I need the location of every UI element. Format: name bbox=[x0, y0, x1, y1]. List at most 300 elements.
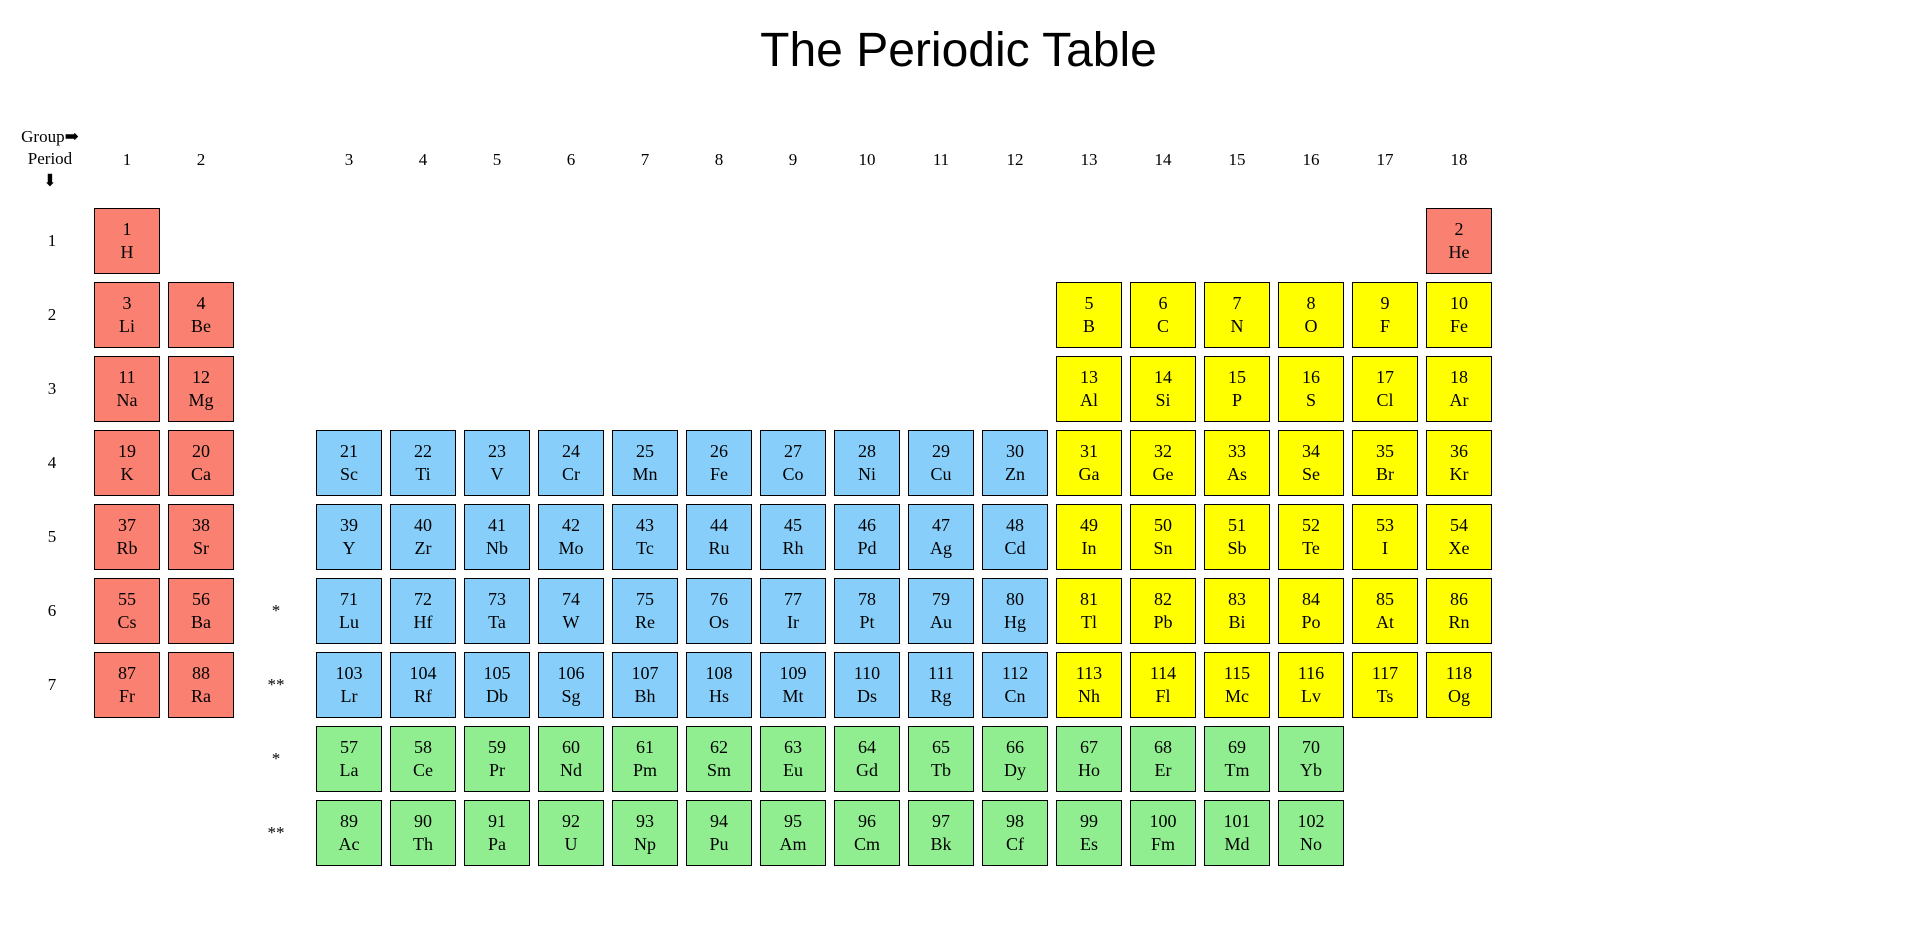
group-header-5: 5 bbox=[492, 150, 502, 169]
element-cell-k-19[interactable] bbox=[94, 430, 160, 496]
atomic-number: 61 bbox=[636, 737, 654, 757]
element-cell-mc-115[interactable] bbox=[1204, 652, 1270, 718]
atomic-number: 57 bbox=[340, 737, 358, 757]
atomic-number: 82 bbox=[1154, 589, 1172, 609]
atomic-number: 49 bbox=[1080, 515, 1098, 535]
element-cell-na-11[interactable] bbox=[94, 356, 160, 422]
element-cell-n-7[interactable] bbox=[1204, 282, 1270, 348]
group-header-2: 2 bbox=[196, 150, 206, 169]
element-symbol: W bbox=[562, 612, 580, 632]
atomic-number: 46 bbox=[858, 515, 876, 535]
atomic-number: 48 bbox=[1006, 515, 1024, 535]
element-symbol: Pb bbox=[1153, 612, 1173, 632]
element-cell-pa-91[interactable] bbox=[464, 800, 530, 866]
element-cell-cs-55[interactable] bbox=[94, 578, 160, 644]
atomic-number: 74 bbox=[562, 589, 580, 609]
period-label-7: 7 bbox=[47, 675, 57, 694]
element-cell-cr-24[interactable] bbox=[538, 430, 604, 496]
element-symbol: Er bbox=[1154, 760, 1172, 780]
element-cell-pt-78[interactable] bbox=[834, 578, 900, 644]
element-symbol: Lr bbox=[340, 686, 358, 706]
element-symbol: La bbox=[339, 760, 359, 780]
atomic-number: 92 bbox=[562, 811, 580, 831]
element-cell-pm-61[interactable] bbox=[612, 726, 678, 792]
group-header-10: 10 bbox=[858, 150, 876, 169]
element-cell-fl-114[interactable] bbox=[1130, 652, 1196, 718]
atomic-number: 22 bbox=[414, 441, 432, 461]
series-marker: * bbox=[271, 749, 281, 768]
element-symbol: Be bbox=[191, 316, 211, 336]
element-symbol: H bbox=[120, 242, 134, 262]
element-cell-re-75[interactable] bbox=[612, 578, 678, 644]
atomic-number: 89 bbox=[340, 811, 358, 831]
group-header-17: 17 bbox=[1376, 150, 1394, 169]
atomic-number: 116 bbox=[1297, 663, 1325, 683]
element-cell-sn-50[interactable] bbox=[1130, 504, 1196, 570]
element-cell-ho-67[interactable] bbox=[1056, 726, 1122, 792]
atomic-number: 2 bbox=[1454, 219, 1464, 239]
atomic-number: 8 bbox=[1306, 293, 1316, 313]
element-symbol: Ge bbox=[1152, 464, 1174, 484]
element-symbol: Mc bbox=[1225, 686, 1249, 706]
element-symbol: P bbox=[1231, 390, 1242, 410]
element-cell-ti-22[interactable] bbox=[390, 430, 456, 496]
atomic-number: 3 bbox=[122, 293, 132, 313]
group-axis-label: Group➡ bbox=[21, 127, 79, 146]
atomic-number: 55 bbox=[118, 589, 136, 609]
element-cell-hg-80[interactable] bbox=[982, 578, 1048, 644]
element-cell-mg-12[interactable] bbox=[168, 356, 234, 422]
element-cell-in-49[interactable] bbox=[1056, 504, 1122, 570]
element-symbol: Tb bbox=[931, 760, 951, 780]
element-cell-sg-106[interactable] bbox=[538, 652, 604, 718]
element-cell-y-39[interactable] bbox=[316, 504, 382, 570]
element-symbol: Rg bbox=[930, 686, 952, 706]
atomic-number: 78 bbox=[858, 589, 876, 609]
atomic-number: 38 bbox=[192, 515, 210, 535]
element-symbol: Mt bbox=[782, 686, 804, 706]
element-cell-c-6[interactable] bbox=[1130, 282, 1196, 348]
element-symbol: Mo bbox=[558, 538, 584, 558]
atomic-number: 95 bbox=[784, 811, 802, 831]
element-cell-si-14[interactable] bbox=[1130, 356, 1196, 422]
element-cell-au-79[interactable] bbox=[908, 578, 974, 644]
element-cell-fe-10[interactable] bbox=[1426, 282, 1492, 348]
element-symbol: Eu bbox=[783, 760, 803, 780]
element-symbol: Lu bbox=[339, 612, 359, 632]
element-cell-pb-82[interactable] bbox=[1130, 578, 1196, 644]
element-cell-gd-64[interactable] bbox=[834, 726, 900, 792]
element-symbol: Xe bbox=[1448, 538, 1470, 558]
element-symbol: Gd bbox=[856, 760, 878, 780]
element-cell-xe-54[interactable] bbox=[1426, 504, 1492, 570]
atomic-number: 71 bbox=[340, 589, 358, 609]
atomic-number: 50 bbox=[1154, 515, 1172, 535]
atomic-number: 52 bbox=[1302, 515, 1320, 535]
element-cell-pd-46[interactable] bbox=[834, 504, 900, 570]
group-header-14: 14 bbox=[1154, 150, 1172, 169]
element-cell-er-68[interactable] bbox=[1130, 726, 1196, 792]
element-cell-ga-31[interactable] bbox=[1056, 430, 1122, 496]
atomic-number: 10 bbox=[1450, 293, 1468, 313]
group-header-7: 7 bbox=[640, 150, 650, 169]
element-symbol: Ba bbox=[191, 612, 211, 632]
element-cell-eu-63[interactable] bbox=[760, 726, 826, 792]
element-cell-at-85[interactable] bbox=[1352, 578, 1418, 644]
element-cell-ge-32[interactable] bbox=[1130, 430, 1196, 496]
element-symbol: Cl bbox=[1376, 390, 1394, 410]
element-cell-rg-111[interactable] bbox=[908, 652, 974, 718]
element-cell-sm-62[interactable] bbox=[686, 726, 752, 792]
atomic-number: 56 bbox=[192, 589, 210, 609]
element-cell-es-99[interactable] bbox=[1056, 800, 1122, 866]
element-symbol: Zr bbox=[414, 538, 432, 558]
element-symbol: Sg bbox=[561, 686, 581, 706]
element-cell-kr-36[interactable] bbox=[1426, 430, 1492, 496]
element-cell-ir-77[interactable] bbox=[760, 578, 826, 644]
element-symbol: Sn bbox=[1153, 538, 1173, 558]
atomic-number: 91 bbox=[488, 811, 506, 831]
atomic-number: 13 bbox=[1080, 367, 1098, 387]
atomic-number: 73 bbox=[488, 589, 506, 609]
element-cell-li-3[interactable] bbox=[94, 282, 160, 348]
element-cell-ni-28[interactable] bbox=[834, 430, 900, 496]
element-symbol: Bk bbox=[930, 834, 952, 854]
group-header-13: 13 bbox=[1080, 150, 1098, 169]
element-symbol: Nh bbox=[1078, 686, 1100, 706]
atomic-number: 118 bbox=[1445, 663, 1473, 683]
element-cell-sc-21[interactable] bbox=[316, 430, 382, 496]
element-symbol: Re bbox=[635, 612, 655, 632]
element-symbol: Ru bbox=[708, 538, 730, 558]
element-cell-no-102[interactable] bbox=[1278, 800, 1344, 866]
element-cell-i-53[interactable] bbox=[1352, 504, 1418, 570]
element-cell-ba-56[interactable] bbox=[168, 578, 234, 644]
element-cell-bh-107[interactable] bbox=[612, 652, 678, 718]
element-symbol: Na bbox=[116, 390, 138, 410]
element-cell-yb-70[interactable] bbox=[1278, 726, 1344, 792]
period-label-1: 1 bbox=[47, 231, 57, 250]
element-symbol: Ts bbox=[1376, 686, 1394, 706]
atomic-number: 98 bbox=[1006, 811, 1024, 831]
atomic-number: 64 bbox=[858, 737, 876, 757]
atomic-number: 58 bbox=[414, 737, 432, 757]
element-cell-cm-96[interactable] bbox=[834, 800, 900, 866]
down-arrow-icon: ⬇ bbox=[42, 171, 58, 190]
atomic-number: 33 bbox=[1228, 441, 1246, 461]
atomic-number: 11 bbox=[118, 367, 136, 387]
element-cell-tc-43[interactable] bbox=[612, 504, 678, 570]
element-cell-bi-83[interactable] bbox=[1204, 578, 1270, 644]
element-cell-ru-44[interactable] bbox=[686, 504, 752, 570]
element-cell-rh-45[interactable] bbox=[760, 504, 826, 570]
element-symbol: Sm bbox=[706, 760, 731, 780]
axis-corner-label bbox=[10, 126, 90, 192]
element-cell-s-16[interactable] bbox=[1278, 356, 1344, 422]
atomic-number: 29 bbox=[932, 441, 950, 461]
element-cell-nb-41[interactable] bbox=[464, 504, 530, 570]
element-cell-md-101[interactable] bbox=[1204, 800, 1270, 866]
atomic-number: 31 bbox=[1080, 441, 1098, 461]
atomic-number: 35 bbox=[1376, 441, 1394, 461]
element-symbol: F bbox=[1379, 316, 1390, 336]
element-cell-ra-88[interactable] bbox=[168, 652, 234, 718]
atomic-number: 63 bbox=[784, 737, 802, 757]
element-symbol: No bbox=[1300, 834, 1322, 854]
atomic-number: 81 bbox=[1080, 589, 1098, 609]
atomic-number: 105 bbox=[483, 663, 511, 683]
atomic-number: 23 bbox=[488, 441, 506, 461]
atomic-number: 40 bbox=[414, 515, 432, 535]
atomic-number: 27 bbox=[784, 441, 802, 461]
atomic-number: 43 bbox=[636, 515, 654, 535]
atomic-number: 83 bbox=[1228, 589, 1246, 609]
element-symbol: Hg bbox=[1004, 612, 1026, 632]
element-cell-rn-86[interactable] bbox=[1426, 578, 1492, 644]
atomic-number: 41 bbox=[488, 515, 506, 535]
element-cell-bk-97[interactable] bbox=[908, 800, 974, 866]
atomic-number: 113 bbox=[1075, 663, 1103, 683]
element-cell-mo-42[interactable] bbox=[538, 504, 604, 570]
element-cell-be-4[interactable] bbox=[168, 282, 234, 348]
atomic-number: 101 bbox=[1223, 811, 1251, 831]
element-cell-nh-113[interactable] bbox=[1056, 652, 1122, 718]
element-symbol: Mg bbox=[188, 390, 214, 410]
element-symbol: Br bbox=[1376, 464, 1394, 484]
element-cell-h-1[interactable] bbox=[94, 208, 160, 274]
element-symbol: As bbox=[1226, 464, 1247, 484]
element-symbol: Cd bbox=[1004, 538, 1026, 558]
element-symbol: Ac bbox=[338, 834, 360, 854]
period-label-5: 5 bbox=[47, 527, 57, 546]
element-cell-ac-89[interactable] bbox=[316, 800, 382, 866]
atomic-number: 72 bbox=[414, 589, 432, 609]
atomic-number: 111 bbox=[928, 663, 954, 683]
period-axis-label: Period bbox=[27, 149, 73, 168]
element-cell-tb-65[interactable] bbox=[908, 726, 974, 792]
element-cell-cf-98[interactable] bbox=[982, 800, 1048, 866]
atomic-number: 75 bbox=[636, 589, 654, 609]
element-cell-o-8[interactable] bbox=[1278, 282, 1344, 348]
element-cell-cl-17[interactable] bbox=[1352, 356, 1418, 422]
element-symbol: Au bbox=[930, 612, 952, 632]
element-symbol: Ar bbox=[1449, 390, 1469, 410]
element-cell-mt-109[interactable] bbox=[760, 652, 826, 718]
element-symbol: Fm bbox=[1150, 834, 1175, 854]
atomic-number: 85 bbox=[1376, 589, 1394, 609]
atomic-number: 76 bbox=[710, 589, 728, 609]
atomic-number: 100 bbox=[1149, 811, 1177, 831]
element-symbol: Db bbox=[486, 686, 508, 706]
atomic-number: 6 bbox=[1158, 293, 1168, 313]
element-cell-mn-25[interactable] bbox=[612, 430, 678, 496]
atomic-number: 84 bbox=[1302, 589, 1320, 609]
atomic-number: 19 bbox=[118, 441, 136, 461]
atomic-number: 102 bbox=[1297, 811, 1325, 831]
element-symbol: Hf bbox=[413, 612, 433, 632]
element-symbol: Ag bbox=[930, 538, 952, 558]
atomic-number: 44 bbox=[710, 515, 728, 535]
element-cell-la-57[interactable] bbox=[316, 726, 382, 792]
element-cell-lr-103[interactable] bbox=[316, 652, 382, 718]
atomic-number: 88 bbox=[192, 663, 210, 683]
element-cell-cn-112[interactable] bbox=[982, 652, 1048, 718]
element-cell-am-95[interactable] bbox=[760, 800, 826, 866]
atomic-number: 26 bbox=[710, 441, 728, 461]
series-marker: ** bbox=[267, 675, 285, 694]
atomic-number: 60 bbox=[562, 737, 580, 757]
element-symbol: U bbox=[564, 834, 578, 854]
series-marker: * bbox=[271, 601, 281, 620]
element-symbol: Cn bbox=[1004, 686, 1026, 706]
element-symbol: I bbox=[1382, 538, 1388, 558]
element-cell-ag-47[interactable] bbox=[908, 504, 974, 570]
element-symbol: Y bbox=[342, 538, 356, 558]
element-cell-as-33[interactable] bbox=[1204, 430, 1270, 496]
element-symbol: He bbox=[1448, 242, 1470, 262]
group-header-3: 3 bbox=[344, 150, 354, 169]
element-symbol: Ds bbox=[856, 686, 877, 706]
atomic-number: 34 bbox=[1302, 441, 1320, 461]
element-symbol: Pd bbox=[857, 538, 877, 558]
element-cell-sb-51[interactable] bbox=[1204, 504, 1270, 570]
element-symbol: Fl bbox=[1155, 686, 1171, 706]
element-cell-rb-37[interactable] bbox=[94, 504, 160, 570]
element-symbol: Ga bbox=[1078, 464, 1100, 484]
element-cell-al-13[interactable] bbox=[1056, 356, 1122, 422]
element-cell-v-23[interactable] bbox=[464, 430, 530, 496]
atomic-number: 24 bbox=[562, 441, 580, 461]
element-cell-fe-26[interactable] bbox=[686, 430, 752, 496]
atomic-number: 39 bbox=[340, 515, 358, 535]
element-symbol: Al bbox=[1080, 390, 1098, 410]
atomic-number: 14 bbox=[1154, 367, 1172, 387]
atomic-number: 96 bbox=[858, 811, 876, 831]
element-cell-ca-20[interactable] bbox=[168, 430, 234, 496]
atomic-number: 109 bbox=[779, 663, 807, 683]
element-cell-hf-72[interactable] bbox=[390, 578, 456, 644]
element-symbol: Pm bbox=[632, 760, 657, 780]
atomic-number: 112 bbox=[1001, 663, 1029, 683]
period-label-2: 2 bbox=[47, 305, 57, 324]
element-symbol: Ra bbox=[191, 686, 211, 706]
element-cell-br-35[interactable] bbox=[1352, 430, 1418, 496]
element-cell-he-2[interactable] bbox=[1426, 208, 1492, 274]
atomic-number: 77 bbox=[784, 589, 802, 609]
element-cell-cu-29[interactable] bbox=[908, 430, 974, 496]
element-symbol: Th bbox=[413, 834, 433, 854]
element-symbol: Fr bbox=[118, 686, 135, 706]
group-header-15: 15 bbox=[1228, 150, 1246, 169]
element-symbol: Cf bbox=[1006, 834, 1024, 854]
page-title: The Periodic Table bbox=[760, 24, 1157, 77]
atomic-number: 45 bbox=[784, 515, 802, 535]
element-symbol: Pt bbox=[859, 612, 875, 632]
element-cell-u-92[interactable] bbox=[538, 800, 604, 866]
atomic-number: 108 bbox=[705, 663, 733, 683]
element-symbol: Es bbox=[1080, 834, 1098, 854]
element-symbol: O bbox=[1304, 316, 1318, 336]
atomic-number: 68 bbox=[1154, 737, 1172, 757]
element-cell-sr-38[interactable] bbox=[168, 504, 234, 570]
element-cell-lv-116[interactable] bbox=[1278, 652, 1344, 718]
element-cell-og-118[interactable] bbox=[1426, 652, 1492, 718]
element-cell-np-93[interactable] bbox=[612, 800, 678, 866]
element-cell-ce-58[interactable] bbox=[390, 726, 456, 792]
element-symbol: Te bbox=[1302, 538, 1320, 558]
group-header-9: 9 bbox=[788, 150, 798, 169]
atomic-number: 103 bbox=[335, 663, 363, 683]
atomic-number: 65 bbox=[932, 737, 950, 757]
atomic-number: 86 bbox=[1450, 589, 1468, 609]
element-symbol: Po bbox=[1301, 612, 1321, 632]
element-cell-dy-66[interactable] bbox=[982, 726, 1048, 792]
atomic-number: 37 bbox=[118, 515, 136, 535]
element-cell-th-90[interactable] bbox=[390, 800, 456, 866]
element-cell-co-27[interactable] bbox=[760, 430, 826, 496]
element-cell-fm-100[interactable] bbox=[1130, 800, 1196, 866]
element-cell-db-105[interactable] bbox=[464, 652, 530, 718]
atomic-number: 4 bbox=[196, 293, 206, 313]
element-cell-f-9[interactable] bbox=[1352, 282, 1418, 348]
element-cell-fr-87[interactable] bbox=[94, 652, 160, 718]
element-cell-ta-73[interactable] bbox=[464, 578, 530, 644]
element-cell-zn-30[interactable] bbox=[982, 430, 1048, 496]
atomic-number: 9 bbox=[1380, 293, 1390, 313]
group-header-8: 8 bbox=[714, 150, 724, 169]
element-cell-zr-40[interactable] bbox=[390, 504, 456, 570]
element-cell-cd-48[interactable] bbox=[982, 504, 1048, 570]
element-cell-rf-104[interactable] bbox=[390, 652, 456, 718]
element-cell-te-52[interactable] bbox=[1278, 504, 1344, 570]
atomic-number: 104 bbox=[409, 663, 437, 683]
element-symbol: Pu bbox=[709, 834, 729, 854]
element-symbol: Tl bbox=[1081, 612, 1097, 632]
element-cell-po-84[interactable] bbox=[1278, 578, 1344, 644]
element-cell-w-74[interactable] bbox=[538, 578, 604, 644]
element-cell-tm-69[interactable] bbox=[1204, 726, 1270, 792]
element-cell-hs-108[interactable] bbox=[686, 652, 752, 718]
element-symbol: Se bbox=[1302, 464, 1320, 484]
element-cell-b-5[interactable] bbox=[1056, 282, 1122, 348]
element-cell-nd-60[interactable] bbox=[538, 726, 604, 792]
period-label-6: 6 bbox=[47, 601, 57, 620]
element-cell-pu-94[interactable] bbox=[686, 800, 752, 866]
element-cell-os-76[interactable] bbox=[686, 578, 752, 644]
element-symbol: Ni bbox=[858, 464, 876, 484]
atomic-number: 32 bbox=[1154, 441, 1172, 461]
group-header-4: 4 bbox=[418, 150, 428, 169]
element-cell-lu-71[interactable] bbox=[316, 578, 382, 644]
element-cell-pr-59[interactable] bbox=[464, 726, 530, 792]
element-symbol: Kr bbox=[1449, 464, 1469, 484]
element-symbol: In bbox=[1081, 538, 1097, 558]
atomic-number: 47 bbox=[932, 515, 950, 535]
element-symbol: Bi bbox=[1228, 612, 1246, 632]
atomic-number: 87 bbox=[118, 663, 136, 683]
element-cell-p-15[interactable] bbox=[1204, 356, 1270, 422]
element-symbol: Rb bbox=[116, 538, 138, 558]
atomic-number: 42 bbox=[562, 515, 580, 535]
element-cell-ar-18[interactable] bbox=[1426, 356, 1492, 422]
group-header-18: 18 bbox=[1450, 150, 1468, 169]
element-symbol: Cs bbox=[117, 612, 137, 632]
element-cell-tl-81[interactable] bbox=[1056, 578, 1122, 644]
element-cell-ds-110[interactable] bbox=[834, 652, 900, 718]
atomic-number: 1 bbox=[122, 219, 132, 239]
element-cell-se-34[interactable] bbox=[1278, 430, 1344, 496]
element-cell-ts-117[interactable] bbox=[1352, 652, 1418, 718]
